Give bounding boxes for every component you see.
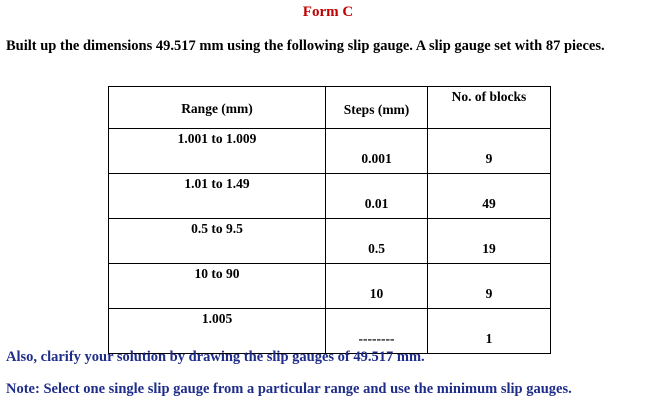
- table-row: [109, 129, 551, 174]
- selection-note: Note: Select one single slip gauge from a particular range and use the minimum slip gauges.: [6, 381, 572, 397]
- cell-steps: --------: [326, 309, 428, 354]
- slip-gauge-table: [108, 86, 551, 354]
- header-steps: Steps (mm): [326, 87, 428, 129]
- cell-steps: 0.5: [326, 219, 428, 264]
- cell-range: 0.5 to 9.5: [109, 219, 326, 264]
- header-blocks: No. of blocks: [428, 87, 551, 129]
- form-title: Form C: [302, 4, 354, 20]
- cell-range: 10 to 90: [109, 264, 326, 309]
- table-header-row: [109, 87, 551, 129]
- cell-steps: 10: [326, 264, 428, 309]
- clarify-note: Also, clarify your solution by drawing the slip gauges of 49.517 mm.: [6, 349, 425, 365]
- cell-range: 1.001 to 1.009: [109, 129, 326, 174]
- cell-steps: 0.001: [326, 129, 428, 174]
- cell-steps: 0.01: [326, 174, 428, 219]
- cell-blocks: 19: [428, 219, 551, 264]
- cell-range: 1.01 to 1.49: [109, 174, 326, 219]
- table-row: [109, 264, 551, 309]
- cell-blocks: 1: [428, 309, 551, 354]
- cell-range: 1.005: [109, 309, 326, 354]
- header-range: Range (mm): [109, 87, 326, 129]
- cell-blocks: 49: [428, 174, 551, 219]
- table-row: [109, 174, 551, 219]
- cell-blocks: 9: [428, 129, 551, 174]
- cell-blocks: 9: [428, 264, 551, 309]
- table-row: [109, 219, 551, 264]
- problem-statement: Built up the dimensions 49.517 mm using the following slip gauge. A slip gauge set with 87 pieces.: [6, 38, 605, 54]
- table-row: [109, 309, 551, 354]
